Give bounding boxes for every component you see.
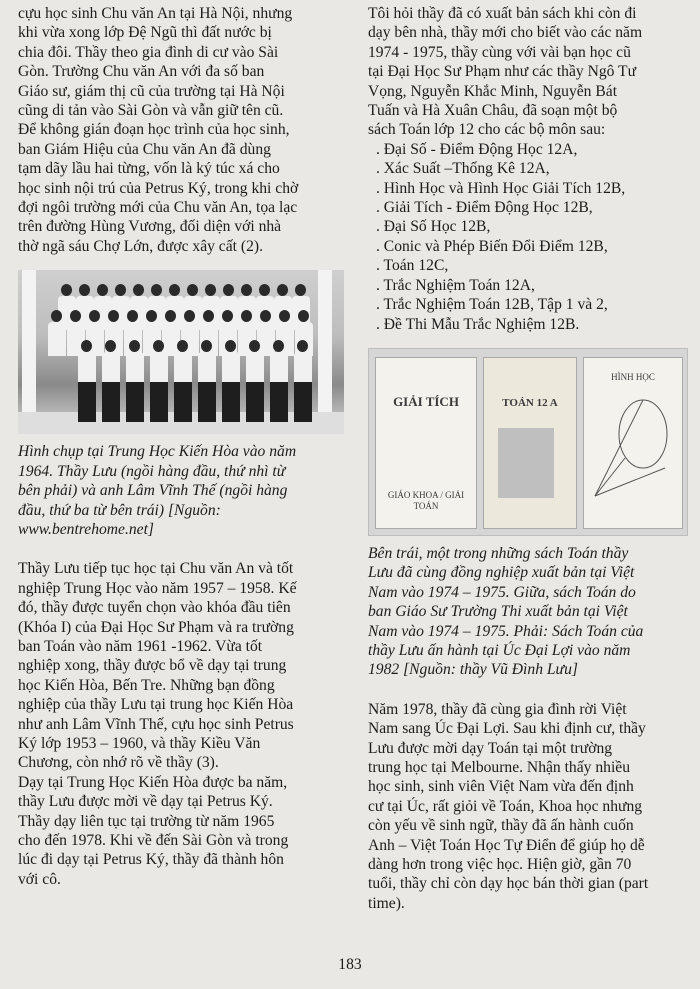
text-line: chia đôi. Thầy theo gia đình di cư vào Sài (18, 43, 279, 61)
person-legs (126, 382, 144, 422)
text-line: học sinh nội trú của Petrus Ký, trong khi chờ (18, 179, 299, 197)
caption-line: Lưu đã cùng đồng nghiệp xuất bản tại Việt (368, 564, 635, 582)
text-line: Thầy dạy liên tục tại trường từ năm 1965 (18, 812, 275, 830)
photo-pillar (318, 270, 332, 420)
text-line: lúc đi dạy tại Petrus Ký, thầy đã thành hôn (18, 851, 284, 869)
person-head (169, 284, 180, 296)
person-body (78, 352, 96, 386)
text-line: Vọng, Nguyễn Khắc Minh, Nguyễn Bát (368, 82, 618, 100)
text-line: Ký lớp 1953 – 1960, và thầy Kiều Văn (18, 734, 261, 752)
text-line: ban Toán vào năm 1961 -1962. Vừa tốt (18, 637, 263, 655)
list-item: . Trắc Nghiệm Toán 12B, Tập 1 và 2, (376, 296, 608, 314)
person-head (61, 284, 72, 296)
text-line: khi vừa xong lớp Đệ Ngũ thì đất nước bị (18, 24, 272, 42)
list-item: . Giải Tích - Điểm Động Học 12B, (376, 199, 593, 217)
person-body (67, 322, 85, 356)
text-line: nghiệp xong, thầy được bổ về dạy tại trung (18, 657, 287, 675)
caption-line: Bên trái, một trong những sách Toán thầy (368, 544, 629, 562)
spacer (368, 680, 690, 700)
text-line: học Kiến Hòa, Bến Tre. Những bạn đồng (18, 676, 275, 694)
list-item: . Xác Suất –Thống Kê 12A, (376, 160, 550, 178)
caption-line: ban Giáo Sư Trường Thi xuất bản tại Việt (368, 603, 628, 621)
book-cover-right (583, 357, 683, 529)
books-photo (368, 348, 688, 536)
book-subtitle: GIÁO KHOA / GIẢI TOÁN (387, 489, 465, 511)
text-line: Anh – Việt Toán Học Tự Điển để giúp họ dễ (368, 836, 645, 854)
list-item: . Đề Thi Mẫu Trắc Nghiệm 12B. (376, 315, 580, 333)
text-line: tuổi, thầy chỉ còn dạy học bán thời gian (part (368, 875, 649, 893)
text-line: cư tại Úc, rất giỏi về Toán, Khoa học nhưng (368, 797, 643, 815)
person-head (259, 284, 270, 296)
text-line: nghiệp của thầy Lưu tại trung học Kiến Hòa (18, 696, 294, 714)
caption-line: 1982 [Nguồn: thầy Vũ Đình Lưu] (368, 661, 578, 679)
person-legs (102, 382, 120, 422)
person-legs (222, 382, 240, 422)
list-item: . Đại Số Học 12B, (376, 218, 491, 236)
caption-line: www.bentrehome.net] (18, 520, 154, 538)
person-body (246, 352, 264, 386)
person-legs (198, 382, 216, 422)
person-head (97, 284, 108, 296)
book-list (368, 140, 690, 334)
list-item: . Conic và Phép Biến Đổi Điểm 12B, (376, 237, 608, 255)
person-body (126, 352, 144, 386)
text-line: sách Toán lớp 12 cho các bộ môn sau: (368, 121, 606, 139)
caption-line: Nam vào 1974 – 1975. Giữa, sách Toán do (368, 583, 636, 601)
cone-diagram-icon (585, 398, 681, 518)
intro-paragraph (18, 4, 348, 256)
person-legs (270, 382, 288, 422)
person-body (270, 352, 288, 386)
person-head (187, 284, 198, 296)
person-body (174, 352, 192, 386)
books-caption (368, 544, 690, 680)
text-line: dạy bên nhà, thầy mới cho biết vào các năm (368, 24, 643, 42)
text-line: (Khóa I) của Đại Học Sư Phạm và ra trường (18, 618, 294, 636)
page-number: 183 (338, 956, 362, 973)
text-line: thầy Lưu được mời về dạy tại Petrus Ký. (18, 793, 273, 811)
person-head (115, 284, 126, 296)
person-head (205, 284, 216, 296)
person-head (223, 284, 234, 296)
text-line: Chương, còn nhớ rõ về thầy (3). (18, 754, 219, 772)
person-body (48, 322, 66, 356)
person-head (133, 284, 144, 296)
text-line: thờ ngã sáu Chợ Lớn, được xây cất (2). (18, 237, 263, 255)
text-line: Năm 1978, thầy đã cùng gia đình rời Việt (368, 700, 627, 718)
class-photo (18, 270, 344, 434)
caption-line: Hình chụp tại Trung Học Kiến Hòa vào năm (18, 443, 297, 461)
spacer (18, 539, 348, 559)
text-line: dàng hơn trong việc học. Hiện giờ, gần 70 (368, 856, 632, 873)
person-body (294, 352, 312, 386)
body-paragraph (18, 559, 348, 889)
body-paragraph (368, 700, 690, 913)
person-legs (246, 382, 264, 422)
list-item: . Toán 12C, (376, 257, 449, 275)
caption-line: Nam vào 1974 – 1975. Phải: Sách Toán của (368, 622, 644, 640)
text-line: trung học tại Melbourne. Nhận thấy nhiều (368, 758, 630, 776)
caption-line: 1964. Thầy Lưu (ngồi hàng đầu, thứ nhì từ (18, 462, 286, 480)
person-body (222, 352, 240, 386)
caption-line: thầy Lưu ấn hành tại Úc Đại Lợi vào năm (368, 641, 631, 659)
book-cover-middle (483, 357, 577, 529)
person-legs (150, 382, 168, 422)
photo-pillar (22, 270, 36, 420)
person-head (277, 284, 288, 296)
book-title: TOÁN 12 A (502, 396, 558, 409)
text-line: ban Giám Hiệu của Chu văn An đã dùng (18, 140, 271, 158)
person-head (295, 284, 306, 296)
text-line: tại Đại Học Sư Phạm như các thầy Ngô Tư (368, 63, 637, 81)
text-line: nghiệp Trung Học vào năm 1957 – 1958. Kế (18, 579, 297, 597)
text-line: Lưu được mời dạy Toán tại một trường (368, 739, 613, 757)
text-line: học sinh, sinh viên Việt Nam vừa đến định (368, 778, 634, 796)
book-title: HÌNH HỌC (611, 371, 655, 382)
person-legs (294, 382, 312, 422)
person-body (162, 322, 180, 356)
person-head (79, 284, 90, 296)
left-column (18, 4, 348, 889)
list-item: . Trắc Nghiệm Toán 12A, (376, 276, 535, 294)
text-line: tạm dãy lầu hai từng, vốn là ký túc xá cho (18, 160, 280, 178)
text-line: Thầy Lưu tiếp tục học tại Chu văn An và tốt (18, 560, 294, 578)
person-body (150, 352, 168, 386)
text-line: còn yếu về sinh ngữ, thầy đã ấn hành cuốn (368, 817, 634, 835)
intro-paragraph (368, 4, 690, 140)
list-item: . Hình Học và Hình Học Giải Tích 12B, (376, 179, 626, 197)
text-line: đó, thầy được tuyển chọn vào khóa đầu tiên (18, 599, 291, 617)
caption-line: đầu, thứ ba từ bên trái) [Nguồn: (18, 501, 221, 519)
text-line: trên đường Hùng Vương, đối diện với nhà (18, 218, 282, 236)
text-line: Dạy tại Trung Học Kiến Hòa được ba năm, (18, 773, 288, 791)
book-illustration (498, 428, 554, 498)
person-legs (174, 382, 192, 422)
text-line: cũng di tản vào Sài Gòn và vẫn giữ tên cũ. (18, 102, 284, 120)
text-line: Tôi hỏi thầy đã có xuất bản sách khi còn đi (368, 5, 637, 22)
text-line: 1974 - 1975, thầy cùng với vài bạn học cũ (368, 43, 631, 61)
text-line: Tuấn và Hà Xuân Châu, đã soạn một bộ (368, 102, 618, 120)
text-line: Giáo sư, giám thị cũ của trường tại Hà Nội (18, 82, 285, 100)
caption-line: bên phải) và anh Lâm Vĩnh Thế (ngồi hàng (18, 482, 288, 500)
person-head (151, 284, 162, 296)
text-line: như anh Lâm Vĩnh Thế, cựu học sinh Petrus (18, 715, 294, 733)
person-head (241, 284, 252, 296)
right-column (368, 4, 690, 913)
text-line: với cô. (18, 870, 61, 888)
text-line: Để không gián đoạn học trình của học sinh, (18, 121, 290, 139)
person-body (102, 352, 120, 386)
text-line: cho đến 1978. Khi về đến Sài Gòn và trong (18, 832, 289, 849)
book-cover-left (375, 357, 477, 529)
person-legs (78, 382, 96, 422)
text-line: Gòn. Trường Chu văn An với đa số ban (18, 63, 265, 81)
text-line: cựu học sinh Chu văn An tại Hà Nội, nhưng (18, 5, 293, 22)
book-title: GIẢI TÍCH (393, 393, 459, 409)
person-body (257, 322, 275, 356)
list-item: . Đại Số - Điểm Động Học 12A, (376, 140, 578, 158)
text-line: Nam sang Úc Đại Lợi. Sau khi định cư, thầy (368, 720, 646, 738)
text-line: time). (368, 894, 405, 912)
person-body (198, 352, 216, 386)
text-line: đợi ngôi trường mới của Chu văn An, tọa lạc (18, 199, 298, 217)
photo-caption (18, 442, 348, 539)
